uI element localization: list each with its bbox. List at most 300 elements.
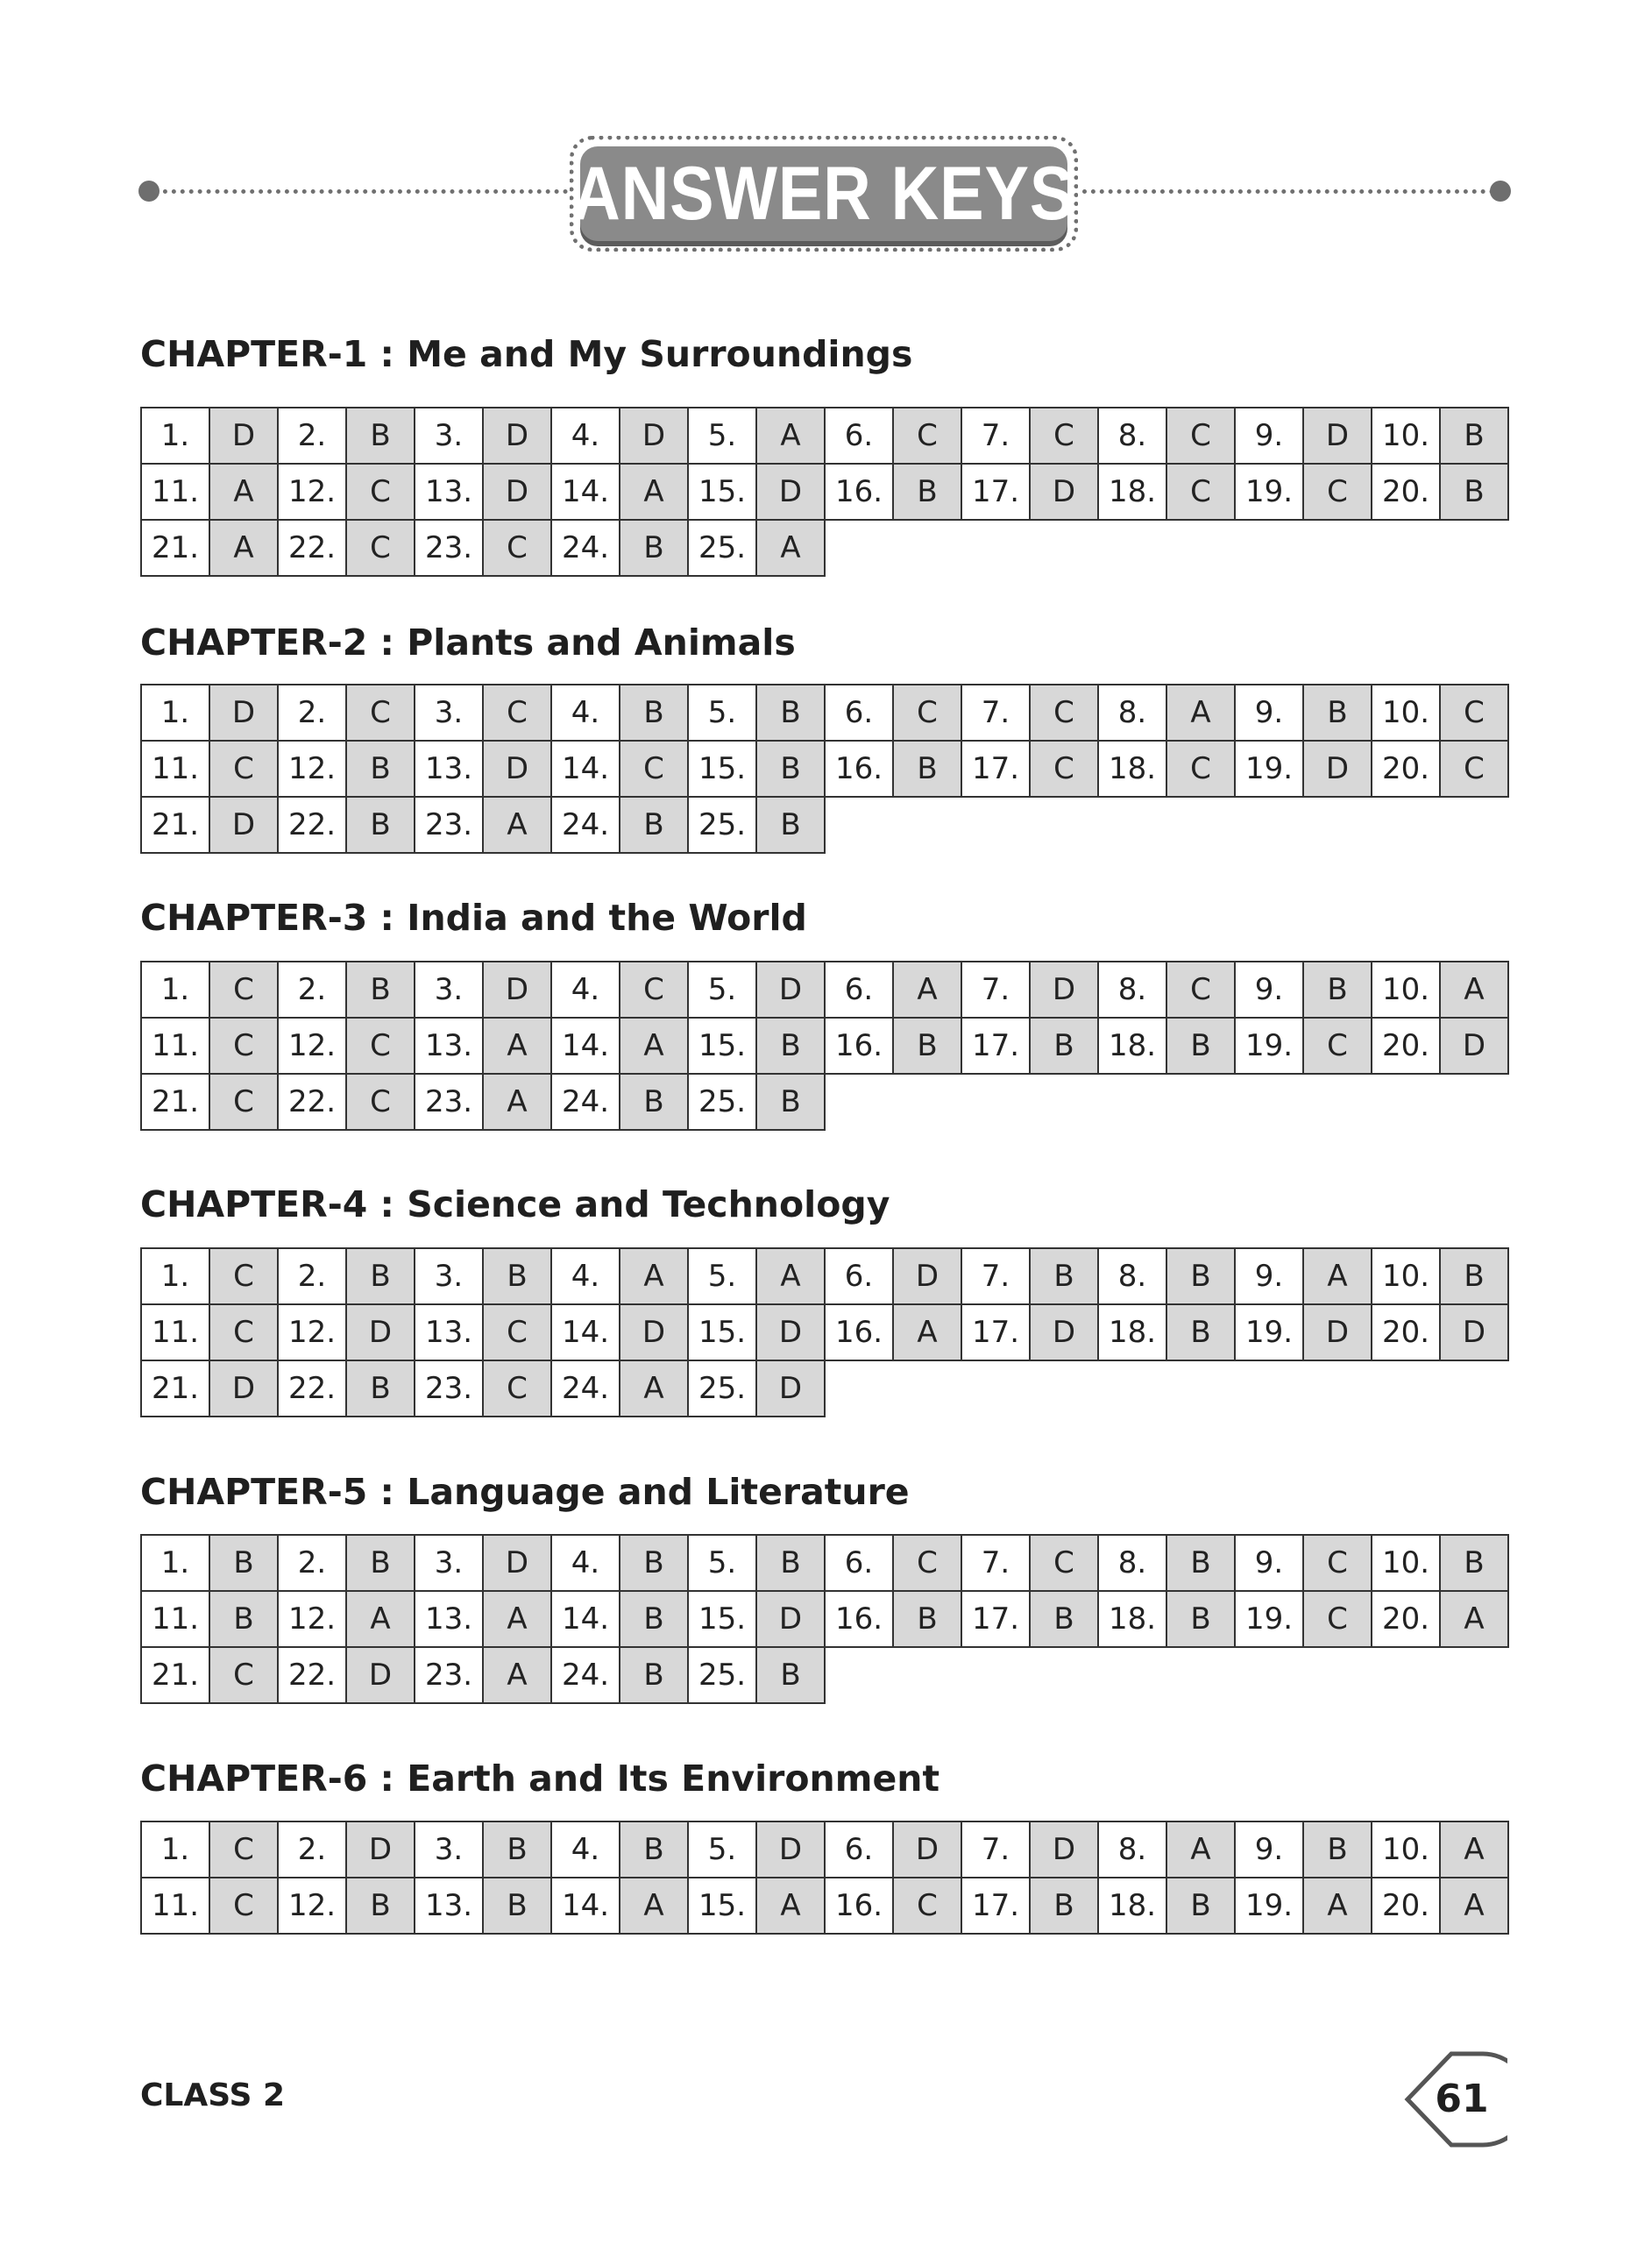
answer-cell: D [1030, 962, 1098, 1018]
question-number: 7. [961, 962, 1030, 1018]
question-number: 20. [1372, 464, 1440, 520]
question-number: 2. [278, 1248, 346, 1304]
question-number: 19. [1235, 1878, 1303, 1934]
answer-cell: D [346, 1304, 415, 1360]
question-number: 6. [825, 408, 893, 464]
question-number: 6. [825, 1821, 893, 1878]
question-number: 23. [415, 1647, 483, 1703]
answer-cell: A [483, 1018, 551, 1074]
question-number: 13. [415, 1591, 483, 1647]
answer-cell: D [620, 1304, 688, 1360]
table-row [141, 1360, 1508, 1417]
question-number: 13. [415, 464, 483, 520]
question-number: 16. [825, 1304, 893, 1360]
question-number: 3. [415, 962, 483, 1018]
question-number: 22. [278, 1360, 346, 1417]
question-number: 11. [141, 741, 209, 797]
question-number: 11. [141, 1304, 209, 1360]
answer-cell: B [756, 1018, 825, 1074]
question-number: 9. [1235, 962, 1303, 1018]
answer-cell: A [1440, 1591, 1508, 1647]
chapter-heading: CHAPTER-2 : Plants and Animals [140, 621, 796, 664]
question-number: 3. [415, 1535, 483, 1591]
answer-cell: B [1166, 1304, 1235, 1360]
answer-cell: B [1166, 1878, 1235, 1934]
answer-cell: B [346, 1535, 415, 1591]
question-number: 13. [415, 1304, 483, 1360]
question-number: 14. [551, 464, 620, 520]
answer-cell: D [346, 1647, 415, 1703]
answer-cell: B [620, 520, 688, 576]
question-number: 24. [551, 1074, 620, 1130]
answer-cell: B [346, 797, 415, 853]
answer-cell: C [1030, 685, 1098, 741]
answer-cell: B [346, 741, 415, 797]
question-number: 8. [1098, 685, 1166, 741]
answer-cell: D [209, 797, 278, 853]
question-number: 4. [551, 1535, 620, 1591]
page-number: 61 [1435, 2077, 1489, 2121]
answer-cell: C [1166, 408, 1235, 464]
question-number: 25. [688, 1360, 756, 1417]
answer-cell: B [209, 1535, 278, 1591]
question-number: 10. [1372, 685, 1440, 741]
answer-cell: A [483, 797, 551, 853]
question-number: 14. [551, 1304, 620, 1360]
answer-cell: B [620, 1074, 688, 1130]
question-number: 9. [1235, 1821, 1303, 1878]
question-number: 13. [415, 1018, 483, 1074]
answer-cell: C [483, 1360, 551, 1417]
banner-dotted-line-left [154, 189, 568, 194]
question-number: 14. [551, 741, 620, 797]
question-number: 3. [415, 1821, 483, 1878]
answer-cell: D [1303, 741, 1372, 797]
answer-cell: C [209, 1248, 278, 1304]
question-number: 15. [688, 741, 756, 797]
question-number: 15. [688, 1304, 756, 1360]
question-number: 5. [688, 1821, 756, 1878]
answer-cell: D [756, 962, 825, 1018]
chapter-heading: CHAPTER-5 : Language and Literature [140, 1471, 910, 1513]
question-number: 8. [1098, 962, 1166, 1018]
chapter-heading: CHAPTER-1 : Me and My Surroundings [140, 333, 913, 375]
answer-cell: A [483, 1591, 551, 1647]
question-number: 21. [141, 1647, 209, 1703]
answer-cell: C [483, 1304, 551, 1360]
question-number: 23. [415, 797, 483, 853]
answer-cell: C [209, 1074, 278, 1130]
question-number: 20. [1372, 741, 1440, 797]
question-number: 10. [1372, 962, 1440, 1018]
answer-cell: A [209, 464, 278, 520]
answer-cell: D [893, 1248, 961, 1304]
answer-cell: B [1030, 1591, 1098, 1647]
answer-cell: D [209, 685, 278, 741]
answer-cell: D [756, 1591, 825, 1647]
answer-cell: D [209, 408, 278, 464]
answer-cell: A [483, 1074, 551, 1130]
answer-cell: B [346, 408, 415, 464]
question-number: 7. [961, 1248, 1030, 1304]
table-row [141, 1074, 1508, 1130]
answer-cell: B [483, 1821, 551, 1878]
answer-cell: C [620, 741, 688, 797]
answer-cell: C [1440, 741, 1508, 797]
answer-cell: C [1303, 464, 1372, 520]
answer-cell: C [1030, 408, 1098, 464]
answer-cell: A [620, 1878, 688, 1934]
chapter-heading: CHAPTER-3 : India and the World [140, 897, 807, 939]
table-row [141, 741, 1508, 797]
table-row [141, 962, 1508, 1018]
page-title: ANSWER KEYS [572, 151, 1075, 236]
answer-cell: B [1303, 962, 1372, 1018]
question-number: 24. [551, 797, 620, 853]
question-number: 18. [1098, 741, 1166, 797]
answer-cell: C [1166, 464, 1235, 520]
answer-cell: A [209, 520, 278, 576]
answer-cell: A [1166, 1821, 1235, 1878]
question-number: 20. [1372, 1878, 1440, 1934]
answer-cell: A [1303, 1878, 1372, 1934]
answer-cell: B [1166, 1018, 1235, 1074]
question-number: 5. [688, 685, 756, 741]
question-number: 9. [1235, 1535, 1303, 1591]
question-number: 12. [278, 1878, 346, 1934]
question-number: 18. [1098, 1591, 1166, 1647]
question-number: 1. [141, 1248, 209, 1304]
banner-dot-right [1490, 181, 1511, 202]
question-number: 23. [415, 1360, 483, 1417]
question-number: 21. [141, 1074, 209, 1130]
question-number: 14. [551, 1591, 620, 1647]
chapter-heading: CHAPTER-6 : Earth and Its Environment [140, 1758, 940, 1800]
question-number: 5. [688, 1535, 756, 1591]
answer-cell: C [209, 1647, 278, 1703]
answer-cell: C [346, 1074, 415, 1130]
answer-cell: A [756, 1878, 825, 1934]
answer-cell: A [893, 1304, 961, 1360]
question-number: 25. [688, 520, 756, 576]
question-number: 12. [278, 464, 346, 520]
answer-cell: C [346, 520, 415, 576]
question-number: 4. [551, 685, 620, 741]
answer-cell: B [1440, 1535, 1508, 1591]
answer-cell: B [756, 741, 825, 797]
answer-cell: C [483, 520, 551, 576]
question-number: 24. [551, 1360, 620, 1417]
question-number: 2. [278, 685, 346, 741]
table-row [141, 464, 1508, 520]
question-number: 16. [825, 1878, 893, 1934]
question-number: 5. [688, 962, 756, 1018]
question-number: 19. [1235, 1018, 1303, 1074]
answer-cell: A [1440, 1821, 1508, 1878]
answer-cell: B [893, 464, 961, 520]
question-number: 4. [551, 1821, 620, 1878]
question-number: 16. [825, 464, 893, 520]
answer-cell: B [620, 685, 688, 741]
answer-cell: B [893, 1591, 961, 1647]
question-number: 3. [415, 685, 483, 741]
question-number: 6. [825, 1248, 893, 1304]
answer-cell: C [893, 685, 961, 741]
answer-cell: A [893, 962, 961, 1018]
answer-cell: D [620, 408, 688, 464]
question-number: 12. [278, 1591, 346, 1647]
question-number: 12. [278, 741, 346, 797]
answer-cell: C [346, 464, 415, 520]
question-number: 14. [551, 1018, 620, 1074]
question-number: 4. [551, 962, 620, 1018]
answer-cell: B [1166, 1591, 1235, 1647]
question-number: 2. [278, 962, 346, 1018]
banner [572, 146, 1075, 241]
answer-cell: C [209, 741, 278, 797]
question-number: 2. [278, 1821, 346, 1878]
answer-cell: C [1440, 685, 1508, 741]
question-number: 14. [551, 1878, 620, 1934]
answer-cell: A [756, 520, 825, 576]
answer-cell: C [1166, 962, 1235, 1018]
question-number: 19. [1235, 1591, 1303, 1647]
question-number: 8. [1098, 1248, 1166, 1304]
answer-cell: B [1440, 408, 1508, 464]
question-number: 19. [1235, 1304, 1303, 1360]
question-number: 17. [961, 464, 1030, 520]
answer-cell: C [1303, 1535, 1372, 1591]
question-number: 1. [141, 1821, 209, 1878]
question-number: 22. [278, 520, 346, 576]
answer-cell: B [1166, 1535, 1235, 1591]
question-number: 11. [141, 1878, 209, 1934]
question-number: 19. [1235, 741, 1303, 797]
answer-cell: B [1030, 1018, 1098, 1074]
table-row [141, 408, 1508, 464]
answer-cell: D [346, 1821, 415, 1878]
question-number: 10. [1372, 408, 1440, 464]
answer-table [140, 407, 1509, 577]
answer-cell: A [620, 1360, 688, 1417]
answer-cell: B [756, 1074, 825, 1130]
answer-cell: C [1030, 741, 1098, 797]
question-number: 23. [415, 520, 483, 576]
answer-table [140, 684, 1509, 854]
answer-cell: C [209, 1821, 278, 1878]
answer-cell: B [756, 1535, 825, 1591]
question-number: 1. [141, 408, 209, 464]
table-row [141, 1248, 1508, 1304]
table-row [141, 1591, 1508, 1647]
question-number: 25. [688, 1647, 756, 1703]
answer-cell: D [893, 1821, 961, 1878]
answer-cell: A [620, 1248, 688, 1304]
question-number: 10. [1372, 1535, 1440, 1591]
answer-cell: D [483, 408, 551, 464]
question-number: 18. [1098, 464, 1166, 520]
answer-cell: A [620, 1018, 688, 1074]
question-number: 9. [1235, 1248, 1303, 1304]
question-number: 22. [278, 797, 346, 853]
answer-cell: A [346, 1591, 415, 1647]
question-number: 24. [551, 1647, 620, 1703]
answer-cell: C [893, 1535, 961, 1591]
answer-cell: C [1303, 1018, 1372, 1074]
answer-cell: D [1303, 408, 1372, 464]
question-number: 3. [415, 408, 483, 464]
answer-cell: D [1030, 1304, 1098, 1360]
answer-cell: C [209, 1878, 278, 1934]
answer-cell: A [620, 464, 688, 520]
question-number: 13. [415, 741, 483, 797]
answer-table [140, 1534, 1509, 1704]
question-number: 15. [688, 1018, 756, 1074]
answer-cell: A [756, 1248, 825, 1304]
question-number: 12. [278, 1018, 346, 1074]
answer-cell: B [620, 1821, 688, 1878]
answer-cell: A [1440, 962, 1508, 1018]
question-number: 21. [141, 520, 209, 576]
question-number: 21. [141, 1360, 209, 1417]
answer-cell: B [1166, 1248, 1235, 1304]
answer-cell: A [756, 408, 825, 464]
table-row [141, 1535, 1508, 1591]
chapter-heading: CHAPTER-4 : Science and Technology [140, 1183, 890, 1225]
question-number: 1. [141, 962, 209, 1018]
table-row [141, 1304, 1508, 1360]
question-number: 7. [961, 408, 1030, 464]
answer-cell: B [483, 1248, 551, 1304]
answer-cell: B [893, 1018, 961, 1074]
question-number: 22. [278, 1647, 346, 1703]
question-number: 11. [141, 1591, 209, 1647]
question-number: 2. [278, 1535, 346, 1591]
answer-cell: B [893, 741, 961, 797]
table-row [141, 685, 1508, 741]
answer-cell: B [1303, 685, 1372, 741]
question-number: 12. [278, 1304, 346, 1360]
question-number: 5. [688, 1248, 756, 1304]
answer-cell: D [483, 962, 551, 1018]
question-number: 17. [961, 741, 1030, 797]
question-number: 16. [825, 741, 893, 797]
answer-cell: B [756, 797, 825, 853]
question-number: 9. [1235, 685, 1303, 741]
answer-cell: B [1303, 1821, 1372, 1878]
answer-cell: C [483, 685, 551, 741]
question-number: 20. [1372, 1591, 1440, 1647]
table-row [141, 1878, 1508, 1934]
question-number: 22. [278, 1074, 346, 1130]
answer-cell: C [209, 1304, 278, 1360]
answer-cell: C [209, 962, 278, 1018]
answer-cell: C [1303, 1591, 1372, 1647]
answer-cell: C [893, 408, 961, 464]
answer-cell: C [346, 685, 415, 741]
table-row [141, 1018, 1508, 1074]
answer-cell: B [1030, 1878, 1098, 1934]
question-number: 7. [961, 1821, 1030, 1878]
answer-cell: D [209, 1360, 278, 1417]
banner-dotted-line-right [1082, 189, 1494, 194]
answer-cell: A [483, 1647, 551, 1703]
question-number: 24. [551, 520, 620, 576]
question-number: 25. [688, 797, 756, 853]
answer-cell: B [483, 1878, 551, 1934]
answer-cell: A [1440, 1878, 1508, 1934]
question-number: 10. [1372, 1248, 1440, 1304]
question-number: 6. [825, 962, 893, 1018]
table-row [141, 520, 1508, 576]
answer-cell: D [1303, 1304, 1372, 1360]
table-row [141, 797, 1508, 853]
answer-cell: B [346, 1248, 415, 1304]
question-number: 7. [961, 1535, 1030, 1591]
question-number: 21. [141, 797, 209, 853]
question-number: 25. [688, 1074, 756, 1130]
question-number: 15. [688, 464, 756, 520]
question-number: 11. [141, 464, 209, 520]
question-number: 4. [551, 408, 620, 464]
table-row [141, 1647, 1508, 1703]
question-number: 8. [1098, 408, 1166, 464]
answer-cell: A [1166, 685, 1235, 741]
answer-cell: D [756, 1360, 825, 1417]
answer-cell: D [1440, 1304, 1508, 1360]
question-number: 16. [825, 1018, 893, 1074]
answer-cell: B [756, 685, 825, 741]
class-label: CLASS 2 [140, 2077, 286, 2113]
answer-cell: D [756, 1304, 825, 1360]
question-number: 7. [961, 685, 1030, 741]
answer-cell: C [346, 1018, 415, 1074]
answer-cell: D [1030, 1821, 1098, 1878]
question-number: 11. [141, 1018, 209, 1074]
answer-cell: B [620, 797, 688, 853]
answer-cell: C [1166, 741, 1235, 797]
question-number: 8. [1098, 1821, 1166, 1878]
question-number: 9. [1235, 408, 1303, 464]
answer-cell: D [483, 464, 551, 520]
answer-cell: A [1303, 1248, 1372, 1304]
question-number: 6. [825, 1535, 893, 1591]
answer-cell: D [756, 464, 825, 520]
answer-cell: D [1030, 464, 1098, 520]
question-number: 20. [1372, 1304, 1440, 1360]
question-number: 5. [688, 408, 756, 464]
answer-cell: B [620, 1647, 688, 1703]
answer-table [140, 961, 1509, 1131]
question-number: 2. [278, 408, 346, 464]
question-number: 1. [141, 1535, 209, 1591]
question-number: 18. [1098, 1018, 1166, 1074]
question-number: 17. [961, 1878, 1030, 1934]
answer-cell: C [620, 962, 688, 1018]
question-number: 1. [141, 685, 209, 741]
question-number: 15. [688, 1591, 756, 1647]
answer-table [140, 1247, 1509, 1417]
question-number: 15. [688, 1878, 756, 1934]
question-number: 3. [415, 1248, 483, 1304]
answer-cell: C [209, 1018, 278, 1074]
question-number: 23. [415, 1074, 483, 1130]
answer-cell: C [893, 1878, 961, 1934]
question-number: 18. [1098, 1878, 1166, 1934]
question-number: 6. [825, 685, 893, 741]
answer-cell: D [483, 741, 551, 797]
question-number: 16. [825, 1591, 893, 1647]
